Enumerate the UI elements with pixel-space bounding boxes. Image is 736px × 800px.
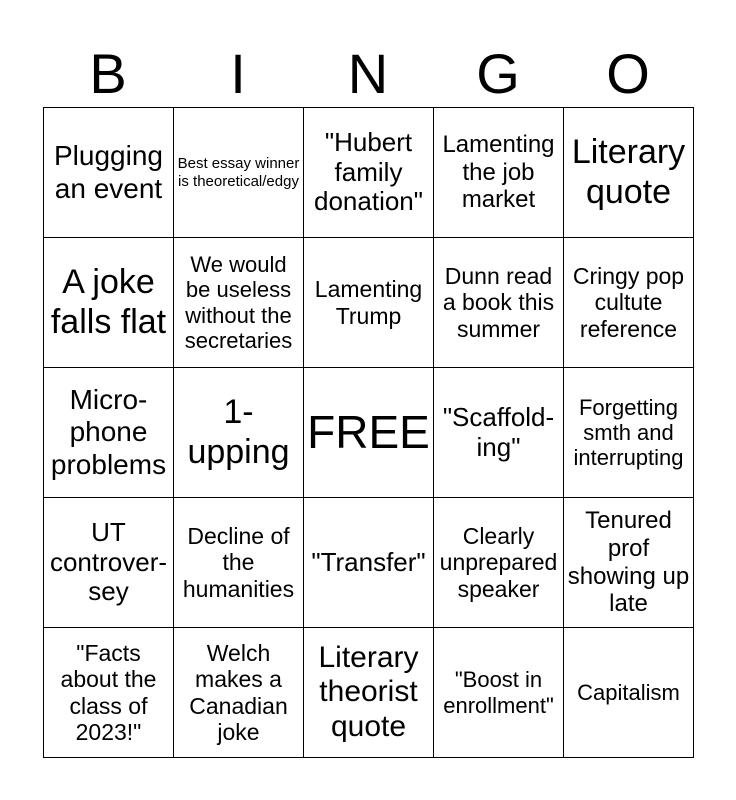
bingo-cell[interactable]: Clearly unprepared speaker: [434, 498, 564, 628]
bingo-cell[interactable]: Micro-phone problems: [44, 368, 174, 498]
bingo-cell[interactable]: "Transfer": [304, 498, 434, 628]
bingo-cell[interactable]: Lamenting the job market: [434, 108, 564, 238]
bingo-row: [44, 628, 694, 758]
header-letter-n: N: [347, 42, 389, 105]
bingo-cell[interactable]: Capitalism: [564, 628, 694, 758]
bingo-row: [44, 238, 694, 368]
bingo-cell[interactable]: A joke falls flat: [44, 238, 174, 368]
bingo-cell[interactable]: Decline of the humanities: [174, 498, 304, 628]
bingo-cell[interactable]: Best essay winner is theoretical/edgy: [174, 108, 304, 238]
bingo-cell[interactable]: We would be useless without the secretaries: [174, 238, 304, 368]
free-space[interactable]: FREE: [304, 368, 434, 498]
bingo-cell[interactable]: Plugging an event: [44, 108, 174, 238]
bingo-row: [44, 108, 694, 238]
header-letter-i: I: [230, 42, 246, 105]
bingo-cell[interactable]: Literary theorist quote: [304, 628, 434, 758]
bingo-cell[interactable]: "Facts about the class of 2023!": [44, 628, 174, 758]
bingo-cell[interactable]: Cringy pop cultute reference: [564, 238, 694, 368]
header-letter-g: G: [476, 42, 520, 105]
header-letter-b: B: [89, 42, 127, 105]
bingo-cell[interactable]: "Scaffold-ing": [434, 368, 564, 498]
bingo-cell[interactable]: UT controver-sey: [44, 498, 174, 628]
bingo-grid: [43, 107, 694, 758]
bingo-cell[interactable]: Dunn read a book this summer: [434, 238, 564, 368]
bingo-cell[interactable]: Forgetting smth and interrupting: [564, 368, 694, 498]
bingo-cell[interactable]: Welch makes a Canadian joke: [174, 628, 304, 758]
bingo-cell[interactable]: 1-upping: [174, 368, 304, 498]
header-letter-o: O: [606, 42, 650, 105]
bingo-cell[interactable]: Literary quote: [564, 108, 694, 238]
bingo-row: [44, 368, 694, 498]
bingo-cell[interactable]: "Hubert family donation": [304, 108, 434, 238]
bingo-row: [44, 498, 694, 628]
bingo-cell[interactable]: Lamenting Trump: [304, 238, 434, 368]
bingo-cell[interactable]: Tenured prof showing up late: [564, 498, 694, 628]
bingo-header: [43, 40, 693, 108]
bingo-cell[interactable]: "Boost in enrollment": [434, 628, 564, 758]
